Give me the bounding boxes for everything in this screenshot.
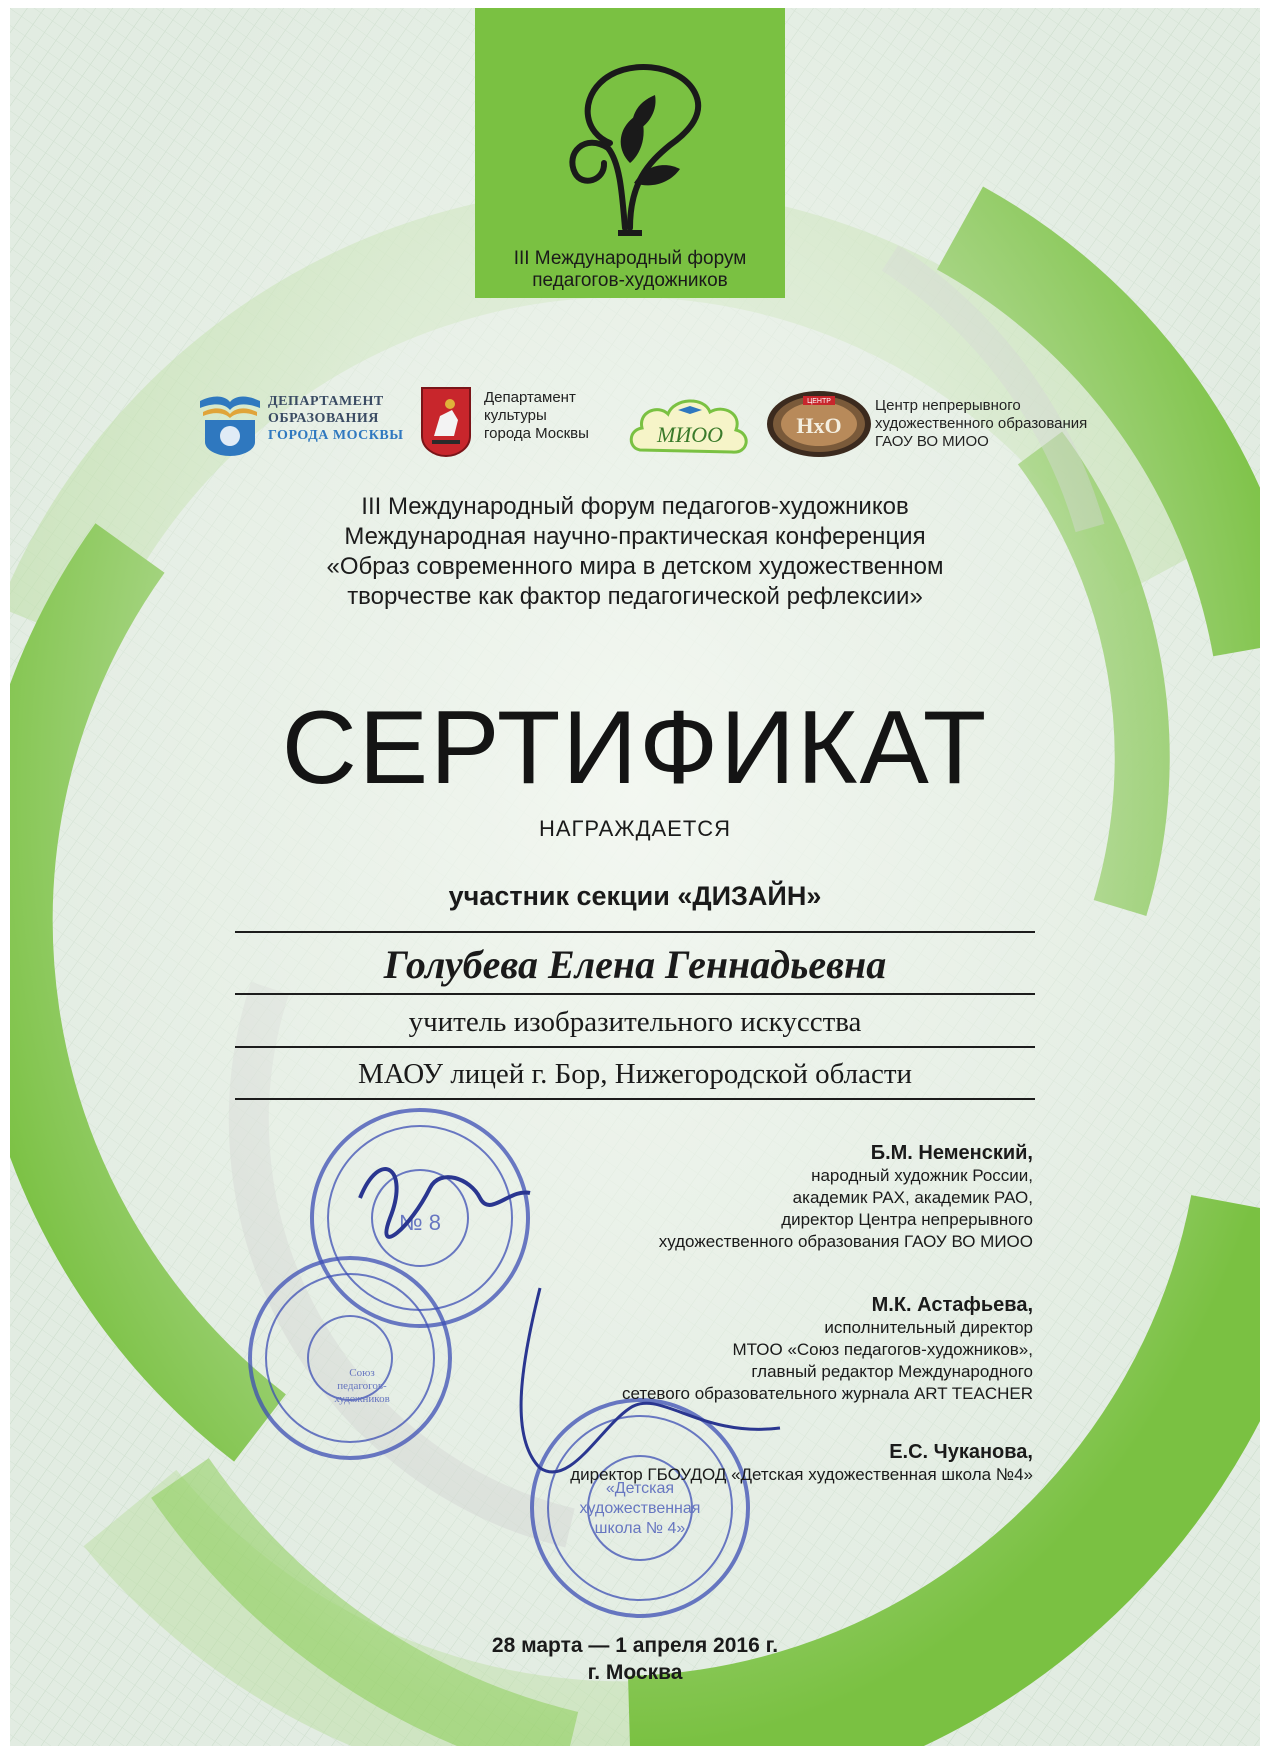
stamp3-center-line2: художественная [579,1500,701,1517]
signatory-2 [622,1293,1033,1405]
conference-line3: «Образ современного мира в детском художественном [326,553,944,580]
cnho-badge: ЦЕНТР [807,398,831,405]
dep-education-line3: ГОРОДА МОСКВЫ [268,428,404,443]
mioo-logo-icon [628,390,753,462]
dep-education-line2: ОБРАЗОВАНИЯ [268,411,379,426]
recipient-position: учитель изобразительного искусства [408,1006,862,1038]
signatory-1-line4: художественного образования ГАОУ ВО МИОО [658,1232,1033,1251]
dep-education-line1: ДЕПАРТАМЕНТ [268,394,384,409]
signatory-2-line3: главный редактор Международного [751,1362,1033,1381]
dep-education-emblem-icon [195,386,265,458]
event-dates [390,1632,880,1686]
cnho-logo-text [875,397,1135,451]
cnho-line3: ГАОУ ВО МИОО [875,433,989,450]
section-label: участник секции «ДИЗАЙН» [448,881,822,911]
divider-line-1 [235,931,1035,933]
signatory-2-line1: исполнительный директор [824,1318,1033,1337]
round-stamp-1-icon [312,1110,528,1326]
stamp1-center: № 8 [399,1210,441,1235]
conference-line1: III Международный форум педагогов-художников [361,493,909,520]
conference-line2: Международная научно-практическая конференция [344,523,926,550]
signatory-1 [659,1141,1033,1253]
dates-line: 28 марта — 1 апреля 2016 г. [491,1634,779,1657]
recipient-name: Голубева Елена Геннадьевна [383,942,887,987]
signatory-1-line2: академик РАХ, академик РАО, [792,1188,1033,1207]
signatory-1-name: Б.М. Неменский, [870,1142,1033,1164]
mioo-label: МИОО [657,422,723,447]
forum-title [480,248,780,292]
divider-line-2 [235,993,1035,995]
divider-line-3 [235,1046,1035,1048]
stamp2-center-line2: педагогов- [337,1380,387,1392]
certificate-page [10,8,1260,1746]
signatory-3 [570,1440,1033,1486]
round-stamp-2-icon [250,1258,450,1458]
dep-culture-line3: города Москвы [484,425,589,442]
signatory-1-line1: народный художник России, [811,1166,1033,1185]
divider-line-4 [235,1098,1035,1100]
forum-tree-logo-icon [530,53,730,243]
dep-culture-line1: Департамент [484,389,576,406]
stamp2-center-line1: Союз [349,1367,375,1379]
signatory-2-line4: сетевого образовательного журнала ART TEACHER [621,1384,1033,1403]
conference-description [170,492,1100,612]
conference-line4: творчестве как фактор педагогической рефлексии» [347,583,923,610]
awarded-label: НАГРАЖДАЕТСЯ [538,816,732,841]
dep-education-logo-text [268,393,408,444]
cnho-letters: НхО [796,413,842,438]
signatory-1-line3: директор Центра непрерывного [781,1210,1033,1229]
signatory-3-name: Е.С. Чуканова, [889,1441,1033,1463]
forum-title-line1: III Международный форум [513,248,747,269]
cnho-line2: художественного образования [875,415,1088,432]
stamp2-center-line3: художников [334,1393,390,1405]
forum-title-line2: педагогов-художников [532,270,728,291]
cnho-line1: Центр непрерывного [875,397,1021,414]
round-stamp-3-icon [532,1400,748,1616]
certificate-title: СЕРТИФИКАТ [281,690,989,806]
signatory-3-line1: директор ГБОУДОД «Детская художественная школа №4» [570,1465,1033,1484]
stamp3-center-line1: «Детская [605,1480,675,1497]
recipient-organization: МАОУ лицей г. Бор, Нижегородской области [357,1058,913,1090]
moscow-coat-of-arms-icon [420,386,472,458]
stamp3-center-line3: школа № 4» [594,1520,686,1537]
city-line: г. Москва [587,1661,683,1684]
dep-culture-line2: культуры [484,407,547,424]
cnho-logo-icon [765,388,873,460]
signatory-2-line2: МТОО «Союз педагогов-художников», [732,1340,1033,1359]
signatory-2-name: М.К. Астафьева, [871,1294,1033,1316]
dep-culture-logo-text [484,389,624,443]
